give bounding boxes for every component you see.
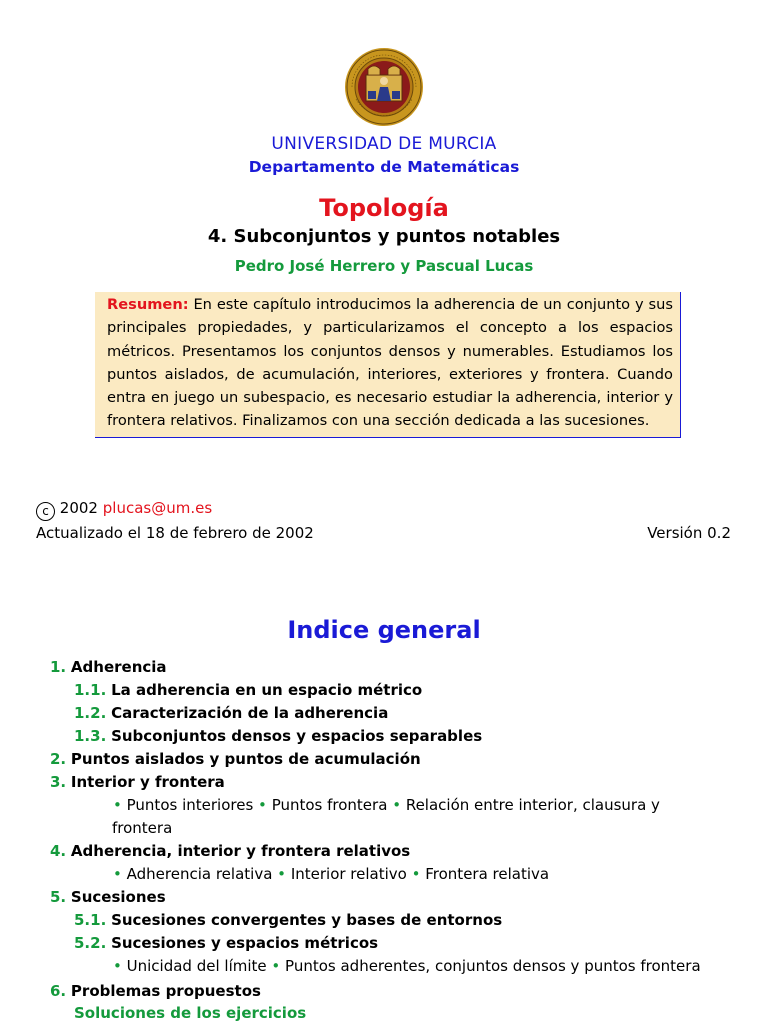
toc-number: 1.2. xyxy=(74,704,107,722)
toc-number: 2. xyxy=(50,750,67,768)
copyright-year: 2002 xyxy=(59,499,98,517)
toc-text: Sucesiones xyxy=(70,888,166,906)
copyright-line xyxy=(36,499,212,521)
bullet-icon: • xyxy=(411,865,421,883)
toc-subitem[interactable]: Interior relativo xyxy=(290,865,407,883)
toc-sec3-items xyxy=(113,796,660,814)
toc-subitem[interactable]: Adherencia relativa xyxy=(126,865,273,883)
abstract-text: En este capítulo introducimos la adherencia de un conjunto y sus principales propiedades, y particularizamos el concepto a los espacios métricos. Presentamos los conjuntos densos y numerables. Estudiamos los puntos aislados, de acumulación, interiores, exteriores y frontera. Cuando entra en juego un subespacio, es necesario estudiar la adherencia, interior y frontera relativos. Finalizamos con una sección dedicada a las sucesiones. xyxy=(107,296,673,430)
toc-text: Subconjuntos densos y espacios separables xyxy=(111,727,483,745)
toc-subitem[interactable]: Puntos interiores xyxy=(126,796,254,814)
toc-number: 1.3. xyxy=(74,727,107,745)
toc-subitem[interactable]: frontera xyxy=(112,819,173,837)
toc-entry-1[interactable] xyxy=(50,658,167,676)
copyright-symbol: c xyxy=(36,502,55,521)
toc-number: 4. xyxy=(50,842,67,860)
toc-entry-5-2[interactable] xyxy=(74,934,378,952)
department-name: Departamento de Matemáticas xyxy=(248,158,520,176)
toc-number: 5.1. xyxy=(74,911,107,929)
toc-text: Adherencia, interior y frontera relativos xyxy=(70,842,411,860)
toc-subitem[interactable]: Unicidad del límite xyxy=(126,957,267,975)
toc-solutions-label: Soluciones de los ejercicios xyxy=(74,1004,307,1022)
bullet-icon: • xyxy=(392,796,402,814)
toc-text: Caracterización de la adherencia xyxy=(111,704,389,722)
authors: Pedro José Herrero y Pascual Lucas xyxy=(234,257,534,275)
toc-number: 1.1. xyxy=(74,681,107,699)
toc-subitem[interactable]: Puntos adherentes, conjuntos densos y puntos frontera xyxy=(285,957,701,975)
toc-entry-1-2[interactable] xyxy=(74,704,388,722)
version-label: Versión 0.2 xyxy=(647,524,731,542)
updated-date: Actualizado el 18 de febrero de 2002 xyxy=(36,524,314,542)
toc-subitem[interactable]: Frontera relativa xyxy=(425,865,550,883)
toc-text: Adherencia xyxy=(70,658,167,676)
university-seal-logo xyxy=(344,47,424,127)
toc-number: 6. xyxy=(50,982,67,1000)
toc-number: 3. xyxy=(50,773,67,791)
bullet-icon: • xyxy=(113,957,122,975)
toc-entry-6[interactable] xyxy=(50,982,261,1000)
toc-text: Puntos aislados y puntos de acumulación xyxy=(70,750,421,768)
toc-number: 5.2. xyxy=(74,934,107,952)
toc-solutions[interactable] xyxy=(74,1004,306,1022)
document-title: Topología xyxy=(319,194,449,222)
toc-sec52-items xyxy=(113,957,701,975)
bullet-icon: • xyxy=(271,957,281,975)
toc-entry-5-1[interactable] xyxy=(74,911,502,929)
toc-entry-4[interactable] xyxy=(50,842,410,860)
toc-text: Interior y frontera xyxy=(70,773,225,791)
toc-text: La adherencia en un espacio métrico xyxy=(111,681,423,699)
bullet-icon: • xyxy=(258,796,267,814)
university-name: UNIVERSIDAD DE MURCIA xyxy=(271,134,497,154)
bullet-icon: • xyxy=(277,865,287,883)
toc-sec4-items xyxy=(113,865,549,883)
toc-sec3-items-cont[interactable] xyxy=(112,819,172,837)
abstract-label: Resumen: xyxy=(107,296,189,313)
toc-text: Sucesiones y espacios métricos xyxy=(111,934,379,952)
toc-entry-2[interactable] xyxy=(50,750,421,768)
abstract-box xyxy=(95,292,681,438)
toc-text: Problemas propuestos xyxy=(70,982,261,1000)
toc-number: 1. xyxy=(50,658,67,676)
toc-entry-5[interactable] xyxy=(50,888,166,906)
toc-number: 5. xyxy=(50,888,67,906)
toc-title: Indice general xyxy=(287,616,481,644)
chapter-subtitle: 4. Subconjuntos y puntos notables xyxy=(207,226,561,247)
bullet-icon: • xyxy=(113,865,122,883)
toc-text: Sucesiones convergentes y bases de entornos xyxy=(111,911,503,929)
toc-subitem[interactable]: Puntos frontera xyxy=(271,796,388,814)
toc-subitem[interactable]: Relación entre interior, clausura y xyxy=(405,796,660,814)
toc-entry-3[interactable] xyxy=(50,773,225,791)
toc-entry-1-3[interactable] xyxy=(74,727,482,745)
bullet-icon: • xyxy=(113,796,122,814)
email-link[interactable]: plucas@um.es xyxy=(102,499,213,517)
toc-entry-1-1[interactable] xyxy=(74,681,422,699)
